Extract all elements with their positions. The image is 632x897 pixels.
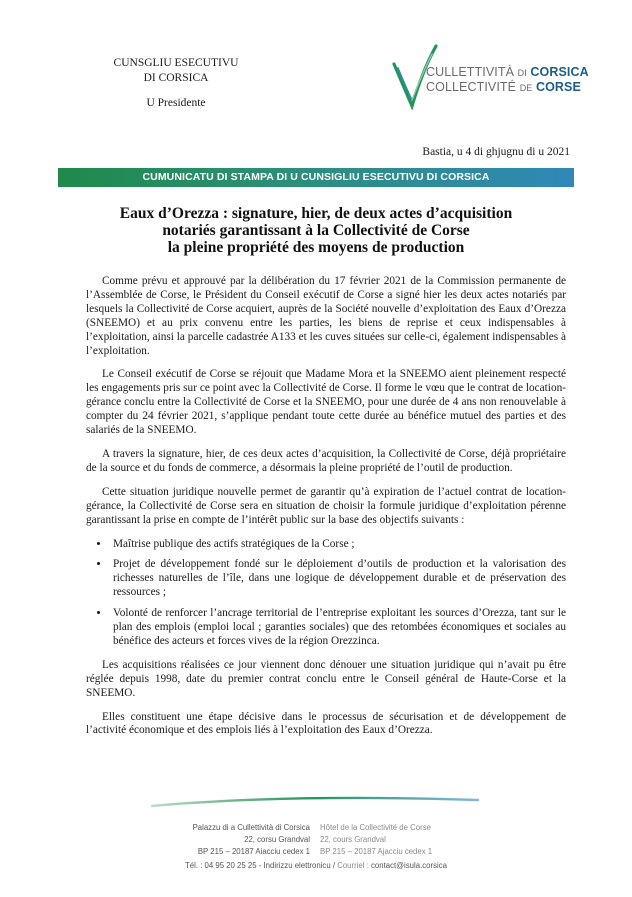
footer-email[interactable]: contact@isula.corsica xyxy=(371,861,447,870)
paragraph-4: Cette situation juridique nouvelle permet de garantir qu’à expiration de l’actuel contrat de location-gérance, la Collectivité de Corse sera en situation de choisir la formule juridique d’exploitation pérenne garantissant la prise en compte de l’intérêt public sur la base des objectifs suivants : xyxy=(86,485,566,526)
title-line2: notariés garantissant à la Collectivité de Corse xyxy=(162,222,470,239)
footer-swoosh-divider xyxy=(150,794,480,810)
logo-line-french: COLLECTIVITÉ DE CORSE xyxy=(426,80,581,94)
title-line1: Eaux d’Orezza : signature, hier, de deux actes d’acquisition xyxy=(119,205,513,222)
objective-item-3: • Volonté de renforcer l’ancrage territorial de l’entreprise exploitant les sources d’Orezza, tant sur le plan des emplois (emploi local ; garanties sociales) que des retombées économiques et sociales au bénéfice des acteurs et forces vives de la région Orezzinca. xyxy=(110,607,566,649)
document-date: Bastia, u 4 di ghjugnu di u 2021 xyxy=(422,146,570,158)
objectives-list xyxy=(86,538,566,649)
footer-contact xyxy=(0,860,632,872)
footer-email-label-corsican: - Indirizzu elettronicu / xyxy=(258,861,336,870)
objective-item-1: • Maîtrise publique des actifs stratégiques de la Corse ; xyxy=(110,538,566,552)
objective-item-2: • Projet de développement fondé sur le déploiement d’outils de production et la valorisation des richesses naturelles de l’île, dans une logique de développement durable et de préservation des ressources ; xyxy=(110,558,566,600)
president-title: U Presidente xyxy=(146,97,206,109)
footer-address-french: Hôtel de la Collectivité de Corse 22, cours Grandval BP 215 – 20187 Ajacciu cedex 1 xyxy=(320,823,433,856)
paragraph-6: Elles constituent une étape décisive dans le processus de sécurisation et de développement de l’activité économique et des emplois liés à l’exploitation des Eaux d’Orezza. xyxy=(86,710,566,737)
footer-phone: Tél. : 04 95 20 25 25 xyxy=(185,861,257,870)
sender-block xyxy=(76,56,276,111)
press-release-body xyxy=(86,275,566,748)
collectivite-logo xyxy=(392,44,589,110)
paragraph-2: Le Conseil exécutif de Corse se réjouit que Madame Mora et la SNEEMO aient pleinement respecté les engagements pris sur ce point avec la Collectivité de Corse. Il forme le vœu que le contrat de location-gérance conclu entre la Collectivité de Corse et la SNEEMO, pour une durée de 4 ans non renouvelable à compter du 24 février 2021, s’applique pendant toute cette durée au bénéfice mutuel des parties et des salariés de la SNEEMO. xyxy=(86,368,566,437)
footer-address-corsican: Palazzu di a Cullettività di Corsica 22, corsu Grandval BP 215 – 20187 Aiacciu cedex 1 xyxy=(192,823,310,856)
org-name-line2: DI CORSICA xyxy=(143,72,209,84)
logo-line-corsican: CULLETTIVITÀ DI CORSICA xyxy=(426,65,589,79)
footer-email-label-french: Courriel : xyxy=(337,861,369,870)
org-name-line1: CUNSGLIU ESECUTIVU xyxy=(113,57,239,69)
paragraph-3: A travers la signature, hier, de ces deux actes d’acquisition, la Collectivité de Corse, déjà propriétaire de la source et du fonds de commerce, a désormais la pleine propriété de l’outil de production. xyxy=(86,447,566,474)
paragraph-5: Les acquisitions réalisées ce jour viennent donc dénouer une situation juridique qui n’avait pu être réglée depuis 1998, date du premier contrat conclu entre le Conseil général de Haute-Corse et la SNEEMO. xyxy=(86,658,566,699)
press-release-title xyxy=(58,205,574,256)
press-release-banner: CUMUNICATU DI STAMPA DI U CUNSIGLIU ESECUTIVU DI CORSICA xyxy=(58,168,574,187)
paragraph-1: Comme prévu et approuvé par la délibération du 17 février 2021 de la Commission permanente de l’Assemblée de Corse, le Président du Conseil exécutif de Corse a signé hier les deux actes notariés par lesquels la Collectivité de Corse acquiert, auprès de la Société nouvelle d’exploitation des Eaux d’Orezza (SNEEMO) et au prix convenu entre les parties, les biens de reprise et ceux indispensables à l’exploitation, ainsi la parcelle cadastrée A133 et les cuves situées sur celle-ci, également indispensables à l’exploitation. xyxy=(86,275,566,357)
title-line3: la pleine propriété des moyens de production xyxy=(167,239,465,256)
